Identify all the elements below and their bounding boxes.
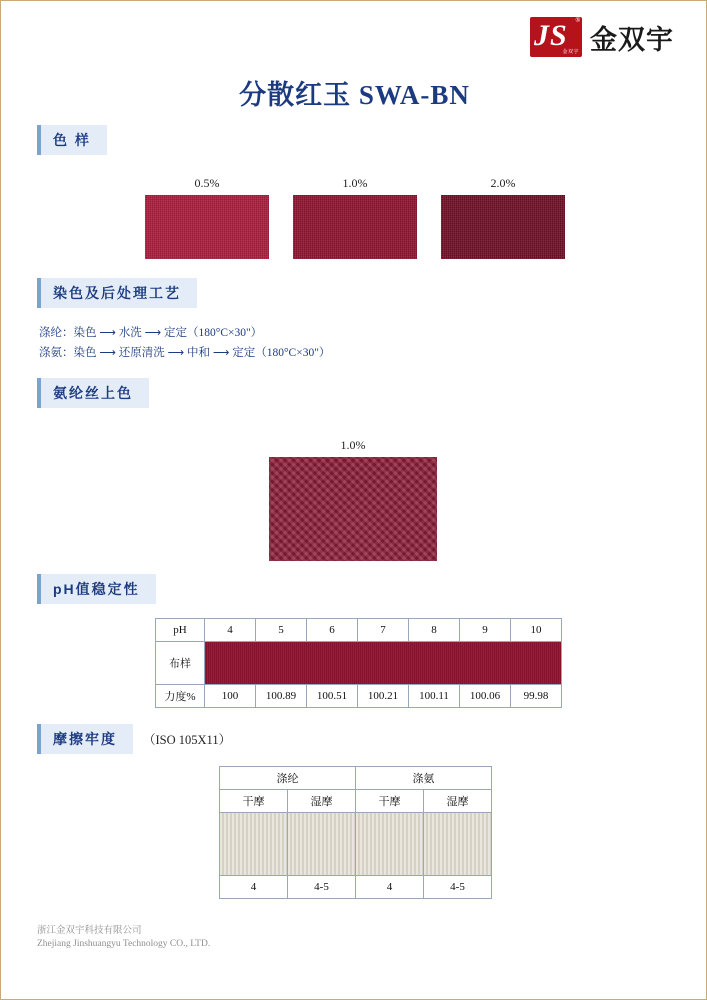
rub-rating-cell: 4	[356, 876, 424, 899]
ph-strength-cell: 100	[205, 685, 256, 708]
rub-sample-swatch	[356, 813, 423, 875]
ph-row-header: pH	[156, 619, 205, 642]
swatch-color-box	[145, 195, 269, 259]
swatch-caption: 2.0%	[490, 176, 516, 190]
rub-group-header: 涤纶	[220, 767, 356, 790]
rub-sub-header: 干摩	[220, 790, 288, 813]
rub-sub-header: 湿摩	[288, 790, 356, 813]
ph-fabric-strip	[205, 642, 562, 685]
rub-sample-swatch	[424, 813, 491, 875]
rub-sample-cell	[288, 813, 356, 876]
list-item	[145, 176, 269, 259]
section-color-sample-label: 色 样	[37, 125, 107, 155]
ph-value-cell: 9	[460, 619, 511, 642]
ph-fabric-label: 布样	[156, 642, 205, 685]
table-row	[220, 790, 492, 813]
table-row	[220, 813, 492, 876]
company-logo	[530, 17, 674, 57]
rub-sample-cell	[220, 813, 288, 876]
section-ph-label: pH值稳定性	[37, 574, 156, 604]
rub-fastness-table	[219, 766, 492, 899]
swatch-caption: 0.5%	[194, 176, 220, 190]
section-rub-fastness-note: （ISO 105X11）	[143, 733, 232, 747]
rub-sub-header: 干摩	[356, 790, 424, 813]
ph-strength-cell: 100.51	[307, 685, 358, 708]
table-row	[220, 876, 492, 899]
spandex-sample-box	[269, 457, 437, 561]
ph-strength-cell: 99.98	[511, 685, 562, 708]
logo-mark-icon	[530, 17, 582, 57]
ph-fabric-strip-color	[205, 642, 561, 684]
ph-strength-label: 力度%	[156, 685, 205, 708]
ph-value-cell: 4	[205, 619, 256, 642]
list-item	[293, 176, 417, 259]
rub-sub-header: 湿摩	[424, 790, 492, 813]
section-spandex	[37, 378, 149, 408]
rub-rating-cell: 4	[220, 876, 288, 899]
spandex-sample-caption: 1.0%	[340, 438, 366, 452]
swatch-color-box	[441, 195, 565, 259]
section-color-sample	[37, 125, 107, 155]
logo-letter-j: J	[534, 19, 549, 52]
ph-strength-cell: 100.89	[256, 685, 307, 708]
ph-value-cell: 6	[307, 619, 358, 642]
ph-strength-cell: 100.21	[358, 685, 409, 708]
section-ph	[37, 574, 156, 604]
spandex-sample	[269, 438, 437, 561]
section-rub-fastness	[37, 724, 231, 754]
color-swatch-row	[145, 176, 565, 259]
ph-value-cell: 10	[511, 619, 562, 642]
ph-strength-cell: 100.06	[460, 685, 511, 708]
section-process-label: 染色及后处理工艺	[37, 278, 197, 308]
logo-letter-s: S	[550, 19, 567, 52]
rub-sample-swatch	[288, 813, 355, 875]
footer-company-cn: 浙江金双宇科技有限公司	[37, 926, 142, 936]
rub-sample-swatch	[220, 813, 287, 875]
rub-group-header: 涤氨	[356, 767, 492, 790]
company-name: 金双宇	[590, 24, 674, 55]
footer	[37, 925, 210, 951]
rub-rating-cell: 4-5	[288, 876, 356, 899]
table-row	[156, 619, 562, 642]
process-line-1: 涤纶：染色 ⟶ 水洗 ⟶ 定定（180°C×30"）	[39, 327, 263, 339]
section-rub-fastness-label: 摩擦牢度	[37, 724, 133, 754]
list-item	[441, 176, 565, 259]
ph-strength-cell: 100.11	[409, 685, 460, 708]
process-line-2: 涤氨：染色 ⟶ 还原清洗 ⟶ 中和 ⟶ 定定（180°C×30"）	[39, 347, 331, 359]
rub-sample-cell	[356, 813, 424, 876]
logo-mark-caption: 金双宇	[562, 49, 579, 55]
process-description	[39, 323, 330, 363]
section-spandex-label: 氨纶丝上色	[37, 378, 149, 408]
ph-value-cell: 7	[358, 619, 409, 642]
table-row	[156, 685, 562, 708]
section-process	[37, 278, 197, 308]
swatch-color-box	[293, 195, 417, 259]
ph-value-cell: 8	[409, 619, 460, 642]
page-title: 分散红玉 SWA-BN	[239, 80, 470, 110]
table-row	[220, 767, 492, 790]
rub-sample-cell	[424, 813, 492, 876]
footer-company-en: Zhejiang Jinshuangyu Technology CO., LTD.	[37, 939, 211, 949]
table-row	[156, 642, 562, 685]
swatch-caption: 1.0%	[342, 176, 368, 190]
registered-trademark-icon: ®	[575, 18, 580, 24]
ph-value-cell: 5	[256, 619, 307, 642]
rub-rating-cell: 4-5	[424, 876, 492, 899]
ph-stability-table	[155, 618, 562, 708]
